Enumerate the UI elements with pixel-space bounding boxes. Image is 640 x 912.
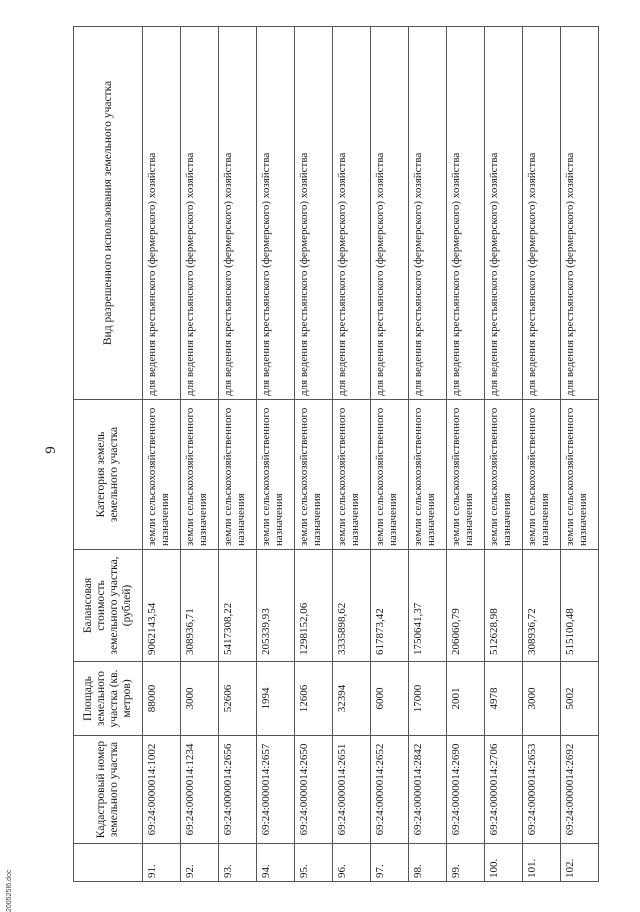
permitted-use: для ведения крестьянского (фермерского) хозяйства (333, 27, 371, 400)
table-container (73, 27, 589, 882)
document-file-code: 200525І6.doc (6, 869, 13, 912)
row-number: 97. (371, 844, 409, 882)
area-value: 2001 (447, 662, 485, 736)
page-number: 9 (43, 446, 59, 454)
row-number: 102. (561, 844, 599, 882)
land-category: земли сельскохозяйственного назначения (447, 400, 485, 550)
cadastral-number: 69:24:0000014:2653 (523, 736, 561, 844)
table-row (409, 27, 447, 882)
land-category: земли сельскохозяйственного назначения (181, 400, 219, 550)
table-row (257, 27, 295, 882)
area-value: 52606 (219, 662, 257, 736)
table-row (447, 27, 485, 882)
area-value: 6000 (371, 662, 409, 736)
table-header-row (74, 27, 143, 882)
row-number: 91. (143, 844, 181, 882)
land-parcels-table (73, 26, 599, 882)
cost-value: 9062143,54 (143, 550, 181, 662)
table-row (181, 27, 219, 882)
cost-value: 617873,42 (371, 550, 409, 662)
header-num (74, 844, 143, 882)
cost-value: 1750641,37 (409, 550, 447, 662)
header-cost: Балансовая стоимость земельного участка, (рублей) (74, 550, 143, 662)
header-area: Площадь земельного участка (кв. метров) (74, 662, 143, 736)
cadastral-number: 69:24:0000014:2657 (257, 736, 295, 844)
land-category: земли сельскохозяйственного назначения (561, 400, 599, 550)
table-row (523, 27, 561, 882)
area-value: 3000 (181, 662, 219, 736)
table-row (295, 27, 333, 882)
header-category: Категория земель земельного участка (74, 400, 143, 550)
table-row (333, 27, 371, 882)
area-value: 12606 (295, 662, 333, 736)
cadastral-number: 69:24:0000014:2650 (295, 736, 333, 844)
land-category: земли сельскохозяйственного назначения (295, 400, 333, 550)
header-cadastral: Кадастровый номер земельного участка (74, 736, 143, 844)
table-row (143, 27, 181, 882)
land-category: земли сельскохозяйственного назначения (485, 400, 523, 550)
cadastral-number: 69:24:0000014:2692 (561, 736, 599, 844)
permitted-use: для ведения крестьянского (фермерского) хозяйства (371, 27, 409, 400)
area-value: 88000 (143, 662, 181, 736)
area-value: 5002 (561, 662, 599, 736)
table-row (485, 27, 523, 882)
land-category: земли сельскохозяйственного назначения (257, 400, 295, 550)
table-row (561, 27, 599, 882)
area-value: 3000 (523, 662, 561, 736)
cadastral-number: 69:24:0000014:2842 (409, 736, 447, 844)
area-value: 17000 (409, 662, 447, 736)
cadastral-number: 69:24:0000014:2656 (219, 736, 257, 844)
area-value: 1994 (257, 662, 295, 736)
cadastral-number: 69:24:0000014:2690 (447, 736, 485, 844)
cost-value: 206060,79 (447, 550, 485, 662)
table-row (219, 27, 257, 882)
header-use: Вид разрешенного использования земельного участка (74, 27, 143, 400)
cost-value: 3335898,62 (333, 550, 371, 662)
row-number: 94. (257, 844, 295, 882)
cost-value: 1298152,06 (295, 550, 333, 662)
area-value: 4978 (485, 662, 523, 736)
row-number: 96. (333, 844, 371, 882)
cost-value: 512628,98 (485, 550, 523, 662)
cadastral-number: 69:24:0000014:1234 (181, 736, 219, 844)
permitted-use: для ведения крестьянского (фермерского) хозяйства (219, 27, 257, 400)
row-number: 98. (409, 844, 447, 882)
permitted-use: для ведения крестьянского (фермерского) хозяйства (295, 27, 333, 400)
cost-value: 5417308,22 (219, 550, 257, 662)
land-category: земли сельскохозяйственного назначения (219, 400, 257, 550)
land-category: земли сельскохозяйственного назначения (409, 400, 447, 550)
permitted-use: для ведения крестьянского (фермерского) хозяйства (257, 27, 295, 400)
cadastral-number: 69:24:0000014:2706 (485, 736, 523, 844)
land-category: земли сельскохозяйственного назначения (371, 400, 409, 550)
row-number: 92. (181, 844, 219, 882)
permitted-use: для ведения крестьянского (фермерского) хозяйства (181, 27, 219, 400)
row-number: 101. (523, 844, 561, 882)
table-row (371, 27, 409, 882)
cadastral-number: 69:24:0000014:1002 (143, 736, 181, 844)
area-value: 32394 (333, 662, 371, 736)
land-category: земли сельскохозяйственного назначения (143, 400, 181, 550)
cost-value: 205339,93 (257, 550, 295, 662)
row-number: 95. (295, 844, 333, 882)
row-number: 93. (219, 844, 257, 882)
land-category: земли сельскохозяйственного назначения (523, 400, 561, 550)
cost-value: 308936,71 (181, 550, 219, 662)
permitted-use: для ведения крестьянского (фермерского) хозяйства (523, 27, 561, 400)
cadastral-number: 69:24:0000014:2651 (333, 736, 371, 844)
permitted-use: для ведения крестьянского (фермерского) хозяйства (409, 27, 447, 400)
permitted-use: для ведения крестьянского (фермерского) хозяйства (561, 27, 599, 400)
row-number: 100. (485, 844, 523, 882)
land-category: земли сельскохозяйственного назначения (333, 400, 371, 550)
cost-value: 308936,72 (523, 550, 561, 662)
permitted-use: для ведения крестьянского (фермерского) хозяйства (447, 27, 485, 400)
row-number: 99. (447, 844, 485, 882)
cadastral-number: 69:24:0000014:2652 (371, 736, 409, 844)
permitted-use: для ведения крестьянского (фермерского) хозяйства (143, 27, 181, 400)
cost-value: 515100,48 (561, 550, 599, 662)
permitted-use: для ведения крестьянского (фермерского) хозяйства (485, 27, 523, 400)
